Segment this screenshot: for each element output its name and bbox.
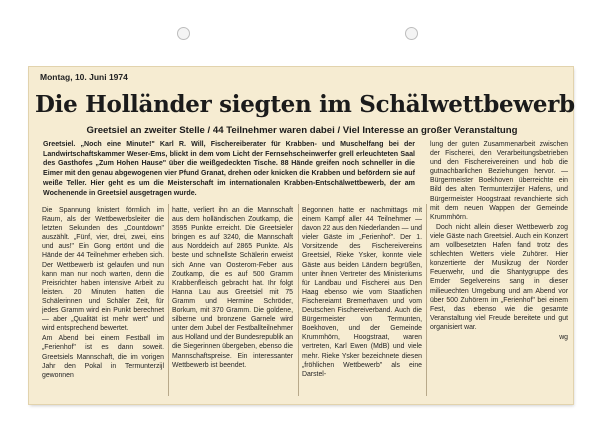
column-divider-1 [168, 204, 169, 396]
column-3-paragraph-1: Begonnen hatte er nachmittags mit einem Kampf aller 44 Teilnehmer — davon 22 aus den Niederlanden — und vieler Gäste im „Ferienhof". Der 1. Vorsitzende des Fischereivereins Greetsiel, Rieke Ysker, konnte viele Gäste aus beiden Ländern begrüßen, unter ihnen Vertreter des Ministeriums für Landbau und Fischerei aus Den Haag ebenso wie vom Staatlichen Fischereiamt Bremerhaven und vom Deutschen Fischereiverband. Auch die Bürgermeister von Termunten, Boekhoven, und der Gemeinde Krummhörn, Hoogstraat, waren vertreten, Karl Ewen (MdB) und viele mehr. Rieke Ysker bezeichnete diesen „fröhlichen Wettbewerb" als eine Darstel- [302, 207, 422, 378]
column-1-paragraph-1: Die Spannung knistert förmlich im Raum, als der Wettbewerbsleiter die letzten Sekunden des „Countdown" auszählt. „Fünf, vier, drei, zwei, eins und aus!" Ein Gong ertönt und die Hände der 44 Teilnehmer erheben sich. Der Wettbewerb ist gelaufen und nun kann man nur noch warten, denn die Preisrichter haben intensive Arbeit zu leisten. 20 Minuten hatten die Schälerinnen und Schäler Zeit, für jedes Gramm wird ein Punkt berechnet — aber „Qualität ist mehr wert" und wird entsprechend bewertet. [42, 207, 164, 333]
article-headline: Die Holländer siegten im Schälwettbewerb [35, 91, 575, 118]
article-column-1 [42, 206, 164, 400]
punch-hole-left [177, 27, 190, 40]
column-2-paragraph-1: hatte, verliert ihn an die Mannschaft aus dem holländischen Zoutkamp, die 3595 Punkte erreicht. Die Greetsieler bringen es auf 3240, die Mannschaft aus Norddeich auf 2865 Punkte. Als beste und schnellste Schälerin erweist sich Anne van Oosterom-Feber aus Zoutkamp, die es auf 500 Gramm Krabbenfleisch gebracht hat. Ihr folgt Hanna Lau aus Greetsiel mit 75 Gramm und Hermine Schröder, Borkum, mit 370 Gramm. Die goldene, silberne und bronzene Garnele wird unter dem Jubel der Festballteilnehmer aus Holland und der Bundesrepublik an die Siegerinnen übergeben, ebenso die Mannschaftspreise. Ein interessanter Wettbewerb ist beendet. [172, 207, 293, 369]
clipping-date: Montag, 10. Juni 1974 [40, 72, 128, 82]
article-lead-paragraph: Greetsiel. „Noch eine Minute!" Karl R. Will, Fischereiberater für Krabben- und Muschelfang bei der Landwirtschaftskammer Weser-Ems, blickt in dem vom Licht der Fernsehscheinwerfer grell erleuchteten Saal des Gasthofes „Zum Hohen Hause" über die weißgedeckten Tische. 88 Hände greifen noch schneller in die Eimer mit den genau abgewogenen vier Pfund Granat, drehen oder knicken die Krabben und befördern sie auf weiße Teller. Hier geht es um die Meisterschaft im internationalen Krabben-Entschälwettbewerb, der am Wochenende in Greetsiel ausgetragen wurde. [43, 140, 415, 197]
column-4-paragraph-2: Doch nicht allein dieser Wettbewerb zog viele Gäste nach Greetsiel. Auch ein Konzert am vollbesetzten Hafen fand trotz des schlechten Wetters viele Zuhörer. Hier konzertierte der Musikzug der Norder Feuerwehr, und die Shantygruppe des Emder Segelvereins sang in dieser milieuechten Umgebung und am Abend vor über 500 Zuhörern im „Ferienhof" bei einem Fest, das ebenso wie die gesamte Veranstaltung viel Freude bereitete und gut organisiert war. [430, 223, 568, 331]
article-column-3 [302, 206, 422, 400]
article-subheadline: Greetsiel an zweiter Stelle / 44 Teilnehmer waren dabei / Viel Interesse an großer Veranstaltung [86, 125, 518, 136]
author-initials: wg [559, 333, 568, 341]
column-4-paragraph-1: lung der guten Zusammenarbeit zwischen der Fischerei, den Verarbeitungsbetrieben und den Fischereivereinen und hob die gutnachbarlichen Beziehungen hervor. — Bürgermeister Boekhoven überreichte ein Bild des alten Termunterzijler Hafens, und Bürgermeister Hoogstraat revanchierte sich mit dem neuen Wappen der Gemeinde Krummhörn. [430, 141, 568, 221]
column-divider-2 [298, 204, 299, 396]
column-1-paragraph-2: Am Abend bei einem Festball im „Ferienhof" ist es dann soweit. Greetsiels Mannschaft, die im vorigen Jahr den Pokal in Termunterzijl gewonnen [42, 335, 164, 379]
article-column-4 [430, 140, 568, 400]
column-divider-3 [426, 204, 427, 396]
punch-hole-right [405, 27, 418, 40]
article-column-2 [172, 206, 293, 400]
